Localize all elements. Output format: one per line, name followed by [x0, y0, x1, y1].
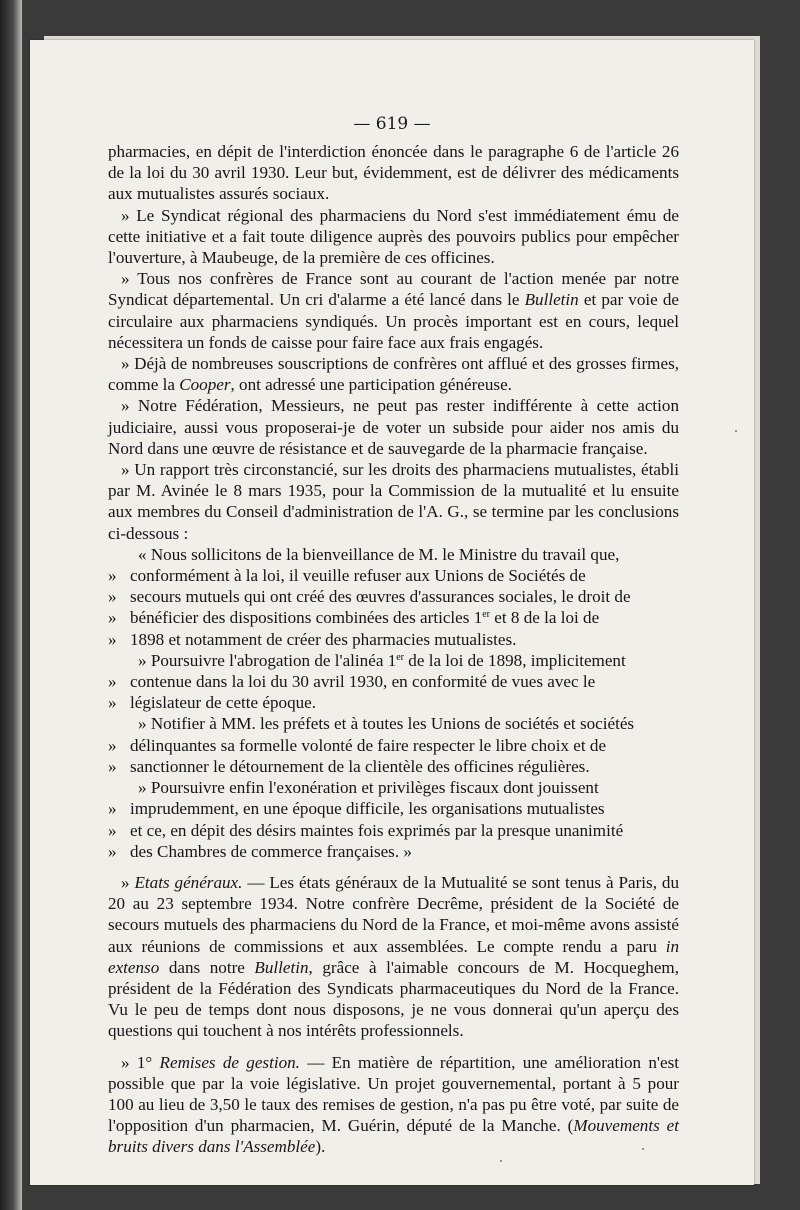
quote-line: » 1898 et notamment de créer des pharmacies mutualistes. [108, 629, 517, 649]
quote-line: » conformément à la loi, il veuille refuser aux Unions de Sociétés de [108, 566, 586, 586]
conclusions-quote [108, 544, 679, 862]
quote-line: » Notifier à MM. les préfets et à toutes les Unions de sociétés et sociétés [138, 714, 635, 734]
document-page [30, 40, 754, 1185]
section-heading: Etats généraux. [134, 872, 243, 892]
body-text [108, 141, 679, 1158]
quote-line: « Nous sollicitons de la bienveillance de M. le Ministre du travail que, [138, 544, 620, 564]
quote-line: » Poursuivre enfin l'exonération et privilèges fiscaux dont jouissent [138, 778, 599, 798]
quote-line: » et ce, en dépit des désirs maintes fois exprimés par la presque unanimité [108, 820, 624, 840]
quote-line: » délinquantes sa formelle volonté de faire respecter le libre choix et de [108, 735, 607, 755]
paragraph: » Déjà de nombreuses souscriptions de confrères ont afflué et des grosses firmes, comme la Cooper, ont adressé une participation généreuse. [108, 354, 679, 395]
quote-line: » des Chambres de commerce françaises. » [108, 841, 412, 861]
quote-line: » législateur de cette époque. [108, 693, 317, 713]
paragraph: » Le Syndicat régional des pharmaciens du Nord s'est immédiatement ému de cette initiative et a fait toute diligence auprès des pouvoirs publics pour empêcher l'ouverture, à Maubeuge, de la première de ces officines. [108, 205, 679, 268]
quote-line: » imprudemment, en une époque difficile, les organisations mutualistes [108, 799, 605, 819]
paragraph: » Tous nos confrères de France sont au courant de l'action menée par notre Syndicat départemental. Un cri d'alarme a été lancé dans le Bulletin et par voie de circulaire aux pharmaciens syndiqués. Un procès important est en cours, lequel nécessitera un fonds de caisse pour faire face aux frais engagés. [108, 269, 680, 352]
page-number: — 619 — [353, 114, 431, 134]
quote-line: » secours mutuels qui ont créé des œuvres d'assurances sociales, le droit de [108, 587, 631, 607]
quote-line: » contenue dans la loi du 30 avril 1930, en conformité de vues avec le [108, 672, 596, 692]
paragraph: » Notre Fédération, Messieurs, ne peut pas rester indifférente à cette action judiciaire, aussi vous proposerai-je de voter un subside pour aider nos amis du Nord dans une œuvre de résistance et de sauvegarde de la pharmacie française. [108, 396, 679, 458]
adjacent-page-edge [0, 0, 22, 1210]
section-remises-de-gestion: » 1° Remises de gestion. — En matière de répartition, une amélioration n'est possible que par la voie législative. Un projet gouvernemental, portant à 5 pour 100 au lieu de 3,50 le taux des remises de gestion, n'a pas pu être voté, par suite de l'opposition d'un pharmacien, M. Guérin, député de la Manche. (Mouvements et bruits divers dans l'Assemblée). [108, 1052, 679, 1157]
quote-line: » bénéficier des dispositions combinées des articles 1er et 8 de la loi de [108, 608, 600, 628]
paragraph: » Un rapport très circonstancié, sur les droits des pharmaciens mutualistes, établi par M. Avinée le 8 mars 1935, pour la Commission de la mutualité et lu ensuite aux membres du Conseil d'administration de l'A. G., se termine par les conclusions ci-dessous : [108, 460, 679, 543]
section-etats-generaux: » Etats généraux. — Les états généraux de la Mutualité se sont tenus à Paris, du 20 au 23 septembre 1934. Notre confrère Decrême, président de la Société de secours mutuels des pharmaciens du Nord de la France, et moi-même avons assisté aux réunions de commissions et aux assemblées. Le compte rendu a paru in extenso dans notre Bulletin, grâce à l'aimable concours de M. Hocqueghem, président de la Fédération des Syndicats pharmaceutiques du Nord de la France. Vu le peu de temps dont nous disposons, je ne vous donnerai qu'un aperçu des questions qui touchent à nos intérêts professionnels. [108, 872, 679, 1041]
paragraph: pharmacies, en dépit de l'interdiction énoncée dans le paragraphe 6 de l'article 26 de la loi du 30 avril 1930. Leur but, évidemment, est de délivrer des médicaments aux mutualistes assurés sociaux. [108, 142, 679, 204]
quote-line: » Poursuivre l'abrogation de l'alinéa 1er de la loi de 1898, implicitement [138, 650, 626, 670]
section-heading: Remises de gestion. [159, 1052, 300, 1072]
quote-line: » sanctionner le détournement de la clientèle des officines régulières. [108, 756, 590, 776]
